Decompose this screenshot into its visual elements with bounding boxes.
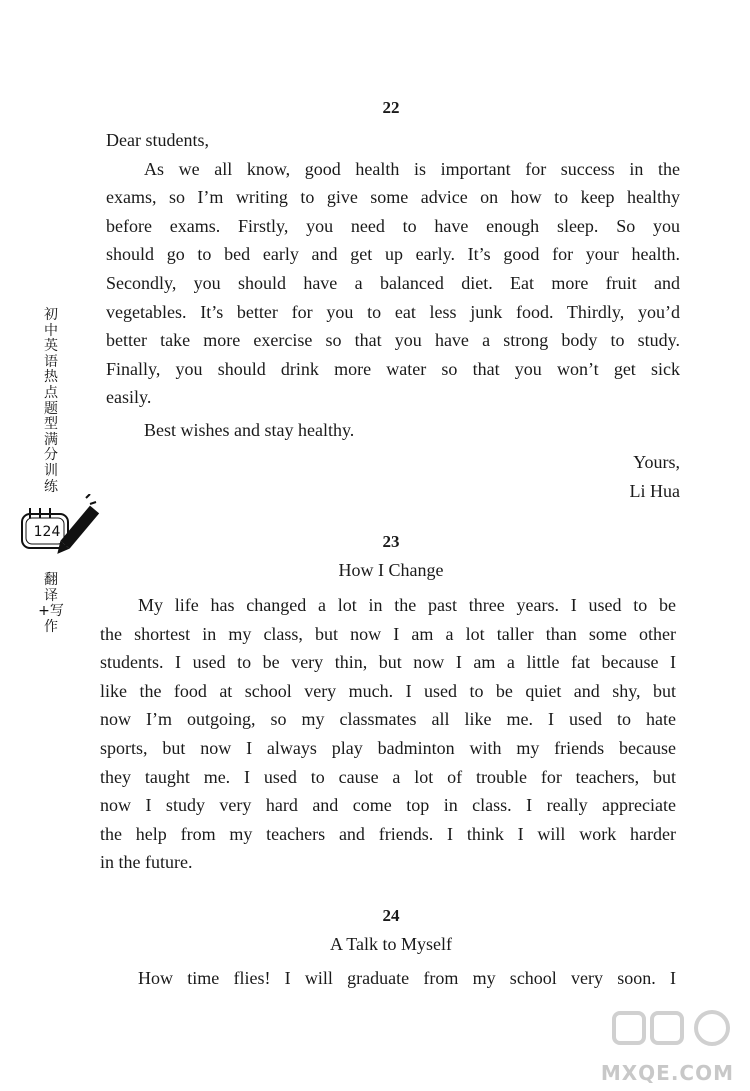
essay-title-24: A Talk to Myself [330,934,452,954]
paragraph-line: should go to bed early and get up early. It’s good for your health. [106,244,680,265]
section-22-letter [106,126,680,506]
section-number-22: 22 [382,98,400,117]
section-number-24: 24 [382,906,400,925]
paragraph-line: now I study very hard and come top in class. I really appreciate [100,795,676,816]
section-23-essay [100,591,676,877]
book-title-vertical: 初中英语热点题型满分训练 [44,307,58,495]
signature: Li Hua [629,480,680,501]
paragraph-line: vegetables. It’s better for you to eat less junk food. Thirdly, you’d [106,301,680,322]
paragraph-line: As we all know, good health is important for success in the [144,158,680,179]
paragraph-line: My life has changed a lot in the past three years. I used to be [138,595,676,615]
section-24-essay [100,964,676,993]
book-subtitle-vertical: 翻译+写作 [38,572,64,635]
essay-title-23: How I Change [338,560,444,580]
paragraph-line: they taught me. I used to cause a lot of trouble for teachers, but [100,766,676,787]
paragraph-line: sports, but now I always play badminton with my friends because [100,737,676,758]
paragraph-line: the help from my teachers and friends. I think I will work harder [100,823,676,844]
paragraph-line: easily. [106,387,152,408]
section-number-23: 23 [382,532,400,551]
paragraph-line: exams, so I’m writing to give some advice on how to keep healthy [106,187,680,208]
paragraph-line: students. I used to be very thin, but now I am a little fat because I [100,652,676,673]
paragraph-line: in the future. [100,852,193,873]
paragraph-line: before exams. Firstly, you need to have enough sleep. So you [106,215,680,236]
paragraph-line: Secondly, you should have a balanced diet. Eat more fruit and [106,272,680,293]
paragraph-line: like the food at school very much. I used to be quiet and shy, but [100,680,676,701]
paragraph-line: How time flies! I will graduate from my school very soon. I [138,968,676,988]
paragraph-line: the shortest in my class, but now I am a lot taller than some other [100,623,676,644]
paragraph-line: better take more exercise so that you have a strong body to study. [106,330,680,351]
paragraph-line: Finally, you should drink more water so that you won’t get sick [106,358,680,379]
salutation: Dear students, [106,130,209,150]
page-number: 124 [33,524,61,540]
closing-line: Best wishes and stay healthy. [144,419,355,440]
paragraph-line: now I’m outgoing, so my classmates all like me. I used to hate [100,709,676,730]
watermark-text: MXQE.COM [600,1061,734,1085]
sign-off: Yours, [633,451,680,472]
